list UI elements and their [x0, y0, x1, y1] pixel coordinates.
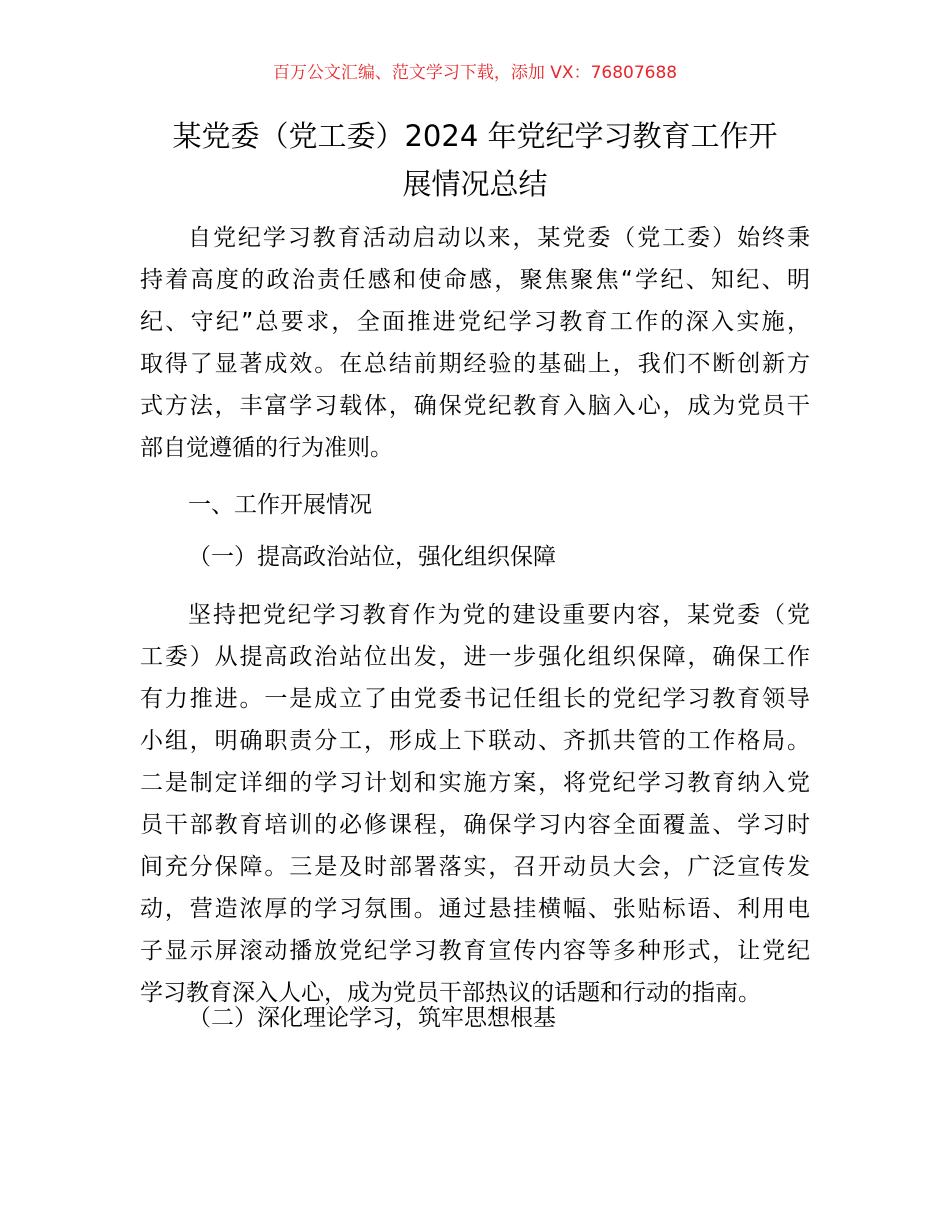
text-line: 自党纪学习教育活动启动以来，某党委（党工委）始终秉	[188, 225, 810, 251]
text-line: 员干部教育培训的必修课程，确保学习内容全面覆盖、学习时	[140, 812, 810, 838]
heading-text: （二）深化理论学习，筑牢思想根基	[188, 1005, 556, 1031]
heading-text: （一）提高政治站位，强化组织保障	[188, 544, 556, 570]
title-line: 某党委（党工委）2024 年党纪学习教育工作开	[172, 119, 778, 153]
text-line: 持着高度的政治责任感和使命感，聚焦聚焦“学纪、知纪、明	[140, 267, 810, 293]
text-line: 有力推进。一是成立了由党委书记任组长的党纪学习教育领导	[140, 686, 810, 712]
text-line: 式方法，丰富学习载体，确保党纪教育入脑入心，成为党员干	[140, 393, 810, 419]
watermark-header: 百万公文汇编、范文学习下载，添加 VX：76807688	[272, 63, 678, 83]
section-heading	[140, 484, 810, 526]
text-line: 小组，明确职责分工，形成上下联动、齐抓共管的工作格局。	[140, 728, 810, 754]
subsection-heading-2	[140, 997, 810, 1039]
document-title	[130, 112, 820, 208]
text-line: 学习教育深入人心，成为党员干部热议的话题和行动的指南。	[140, 980, 761, 1006]
intro-paragraph	[140, 217, 810, 469]
heading-text: 一、工作开展情况	[188, 492, 372, 518]
text-line: 子显示屏滚动播放党纪学习教育宣传内容等多种形式，让党纪	[140, 938, 810, 964]
text-line: 取得了显著成效。在总结前期经验的基础上，我们不断创新方	[140, 351, 810, 377]
text-line: 间充分保障。三是及时部署落实，召开动员大会，广泛宣传发	[140, 854, 810, 880]
title-line: 展情况总结	[402, 167, 548, 201]
text-line: 工委）从提高政治站位出发，进一步强化组织保障，确保工作	[140, 644, 810, 670]
text-line: 部自觉遵循的行为准则。	[140, 435, 393, 461]
subsection-heading-1	[140, 536, 810, 578]
text-line: 二是制定详细的学习计划和实施方案，将党纪学习教育纳入党	[140, 770, 810, 796]
text-line: 纪、守纪”总要求，全面推进党纪学习教育工作的深入实施，	[140, 309, 810, 335]
body-paragraph	[140, 594, 810, 1014]
text-line: 动，营造浓厚的学习氛围。通过悬挂横幅、张贴标语、利用电	[140, 896, 810, 922]
text-line: 坚持把党纪学习教育作为党的建设重要内容，某党委（党	[188, 602, 810, 628]
